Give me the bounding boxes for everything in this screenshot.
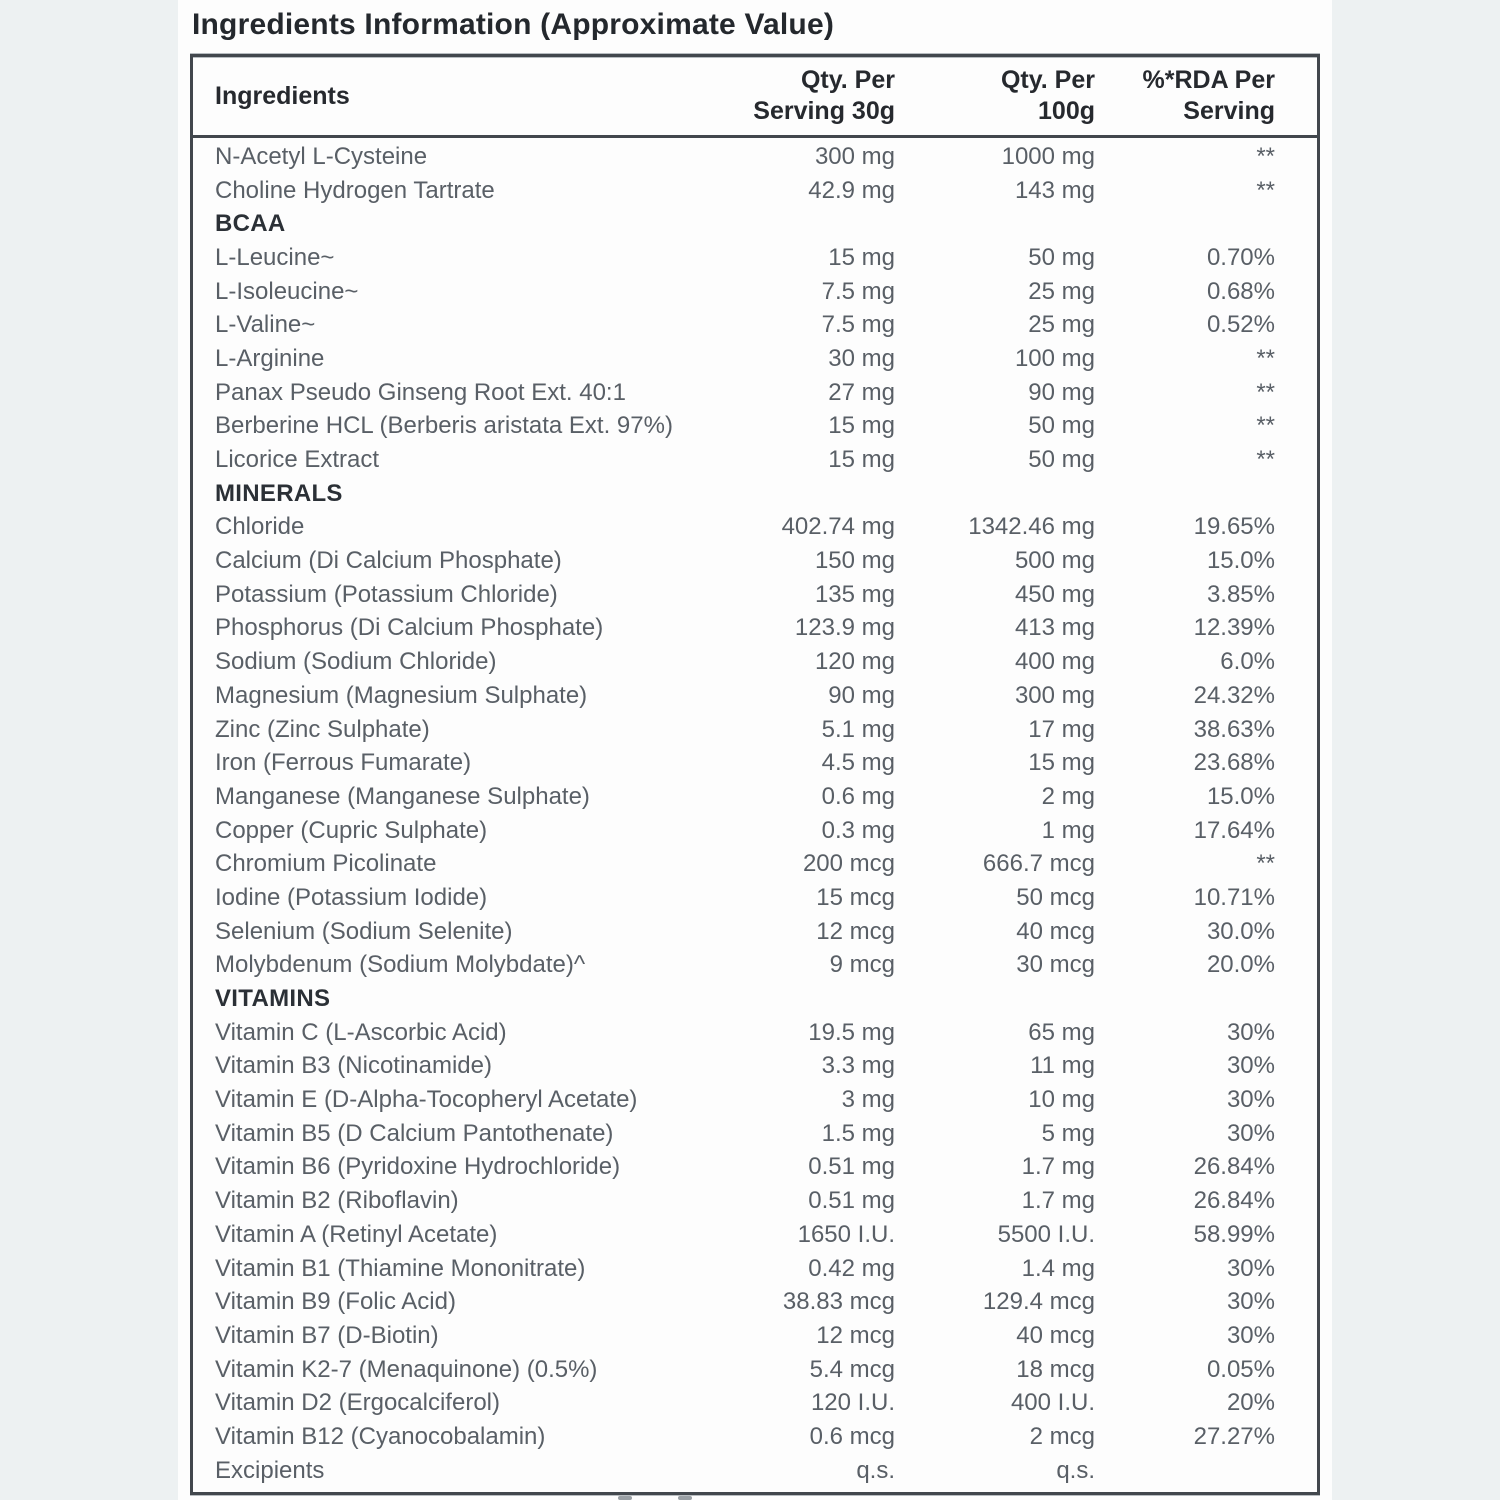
qty-per-100g-value: 30 mcg [1016,951,1095,979]
column-header-line: Serving [1183,97,1275,125]
rda-per-serving-value: 58.99% [1193,1220,1275,1248]
column-header-rda-per-serving [1095,65,1275,127]
qty-per-100g-value: 400 mg [1014,648,1095,676]
table-row [215,746,1275,780]
rda-per-serving-value: 30% [1226,1086,1275,1114]
qty-per-100g-value: 90 mg [1028,378,1095,406]
qty-per-serving-value: 123.9 mg [794,614,895,642]
rda-per-serving-value: ** [1256,176,1275,204]
qty-per-100g-value: 5500 I.U. [997,1220,1095,1248]
rda-per-serving-value: 19.65% [1193,513,1275,541]
qty-per-serving-value: 135 mg [814,580,895,608]
ingredient-name: Berberine HCL (Berberis aristata Ext. 97%) [215,412,673,440]
qty-per-100g-value: 100 mg [1014,344,1095,372]
ingredient-name: N-Acetyl L-Cysteine [215,142,428,170]
qty-per-serving-value: 4.5 mg [821,749,895,777]
qty-per-100g-value: 40 mcg [1016,917,1095,945]
section-row [215,477,1275,511]
table-row [215,1050,1275,1084]
qty-per-serving-value: 27 mg [828,378,895,406]
ingredient-name: Selenium (Sodium Selenite) [215,917,513,945]
ingredient-name: Vitamin K2-7 (Menaquinone) (0.5%) [215,1355,598,1383]
rda-per-serving-value: 26.84% [1193,1153,1275,1181]
ingredients-table [190,54,1320,1495]
ingredient-name: Calcium (Di Calcium Phosphate) [215,547,562,575]
qty-per-serving-value: 19.5 mg [808,1018,895,1046]
rda-per-serving-value: 0.68% [1206,277,1275,305]
table-body [193,138,1317,1492]
qty-per-serving-value: 90 mg [828,681,895,709]
column-header-qty-per-100g [895,65,1095,127]
qty-per-100g-value: 5 mg [1041,1119,1095,1147]
qty-per-serving-value: 0.6 mcg [809,1422,895,1450]
rda-per-serving-value: ** [1256,412,1275,440]
table-row [215,645,1275,679]
qty-per-serving-value: 15 mg [828,243,895,271]
table-row [215,1252,1275,1286]
ingredient-name: L-Leucine~ [215,243,335,271]
qty-per-100g-value: 18 mcg [1016,1355,1095,1383]
qty-per-serving-value: q.s. [856,1456,895,1484]
table-row [215,1386,1275,1420]
rda-per-serving-value: 15.0% [1206,782,1275,810]
qty-per-100g-value: 15 mg [1028,749,1095,777]
ingredient-name: Vitamin B7 (D-Biotin) [215,1321,439,1349]
table-row [215,713,1275,747]
ingredient-name: Phosphorus (Di Calcium Phosphate) [215,614,604,642]
qty-per-100g-value: 50 mg [1028,412,1095,440]
column-header-line: 100g [1038,97,1095,125]
table-row [215,308,1275,342]
cutoff-text-fragment [618,1496,708,1500]
column-header-line: Qty. Per [1000,66,1095,94]
rda-per-serving-value: 12.39% [1193,614,1275,642]
qty-per-100g-value: 129.4 mcg [982,1288,1095,1316]
table-row [215,612,1275,646]
qty-per-serving-value: 7.5 mg [821,311,895,339]
rda-per-serving-value: ** [1256,142,1275,170]
ingredient-name: Magnesium (Magnesium Sulphate) [215,681,588,709]
rda-per-serving-value: 0.05% [1206,1355,1275,1383]
table-row [215,1184,1275,1218]
rda-per-serving-value: 17.64% [1193,816,1275,844]
ingredient-name: Copper (Cupric Sulphate) [215,816,488,844]
qty-per-100g-value: 413 mg [1014,614,1095,642]
ingredient-name: Vitamin B5 (D Calcium Pantothenate) [215,1119,614,1147]
column-header-line: Serving 30g [753,97,895,125]
table-row [215,1016,1275,1050]
qty-per-100g-value: 25 mg [1028,277,1095,305]
ingredient-name: Vitamin B12 (Cyanocobalamin) [215,1422,546,1450]
qty-per-serving-value: 3.3 mg [821,1052,895,1080]
qty-per-serving-value: 7.5 mg [821,277,895,305]
qty-per-serving-value: 42.9 mg [808,176,895,204]
rda-per-serving-value: 10.71% [1193,883,1275,911]
qty-per-100g-value: 50 mg [1028,243,1095,271]
qty-per-100g-value: 1000 mg [1001,142,1095,170]
table-row [215,1285,1275,1319]
rda-per-serving-value: 20.0% [1206,951,1275,979]
table-row [215,544,1275,578]
qty-per-100g-value: q.s. [1056,1456,1095,1484]
qty-per-serving-value: 12 mcg [816,1321,895,1349]
ingredient-name: Vitamin D2 (Ergocalciferol) [215,1389,500,1417]
qty-per-serving-value: 15 mcg [816,883,895,911]
ingredient-name: L-Valine~ [215,311,316,339]
rda-per-serving-value: 30% [1226,1254,1275,1282]
qty-per-serving-value: 38.83 mcg [782,1288,895,1316]
ingredient-name: Panax Pseudo Ginseng Root Ext. 40:1 [215,378,626,406]
table-row [215,1319,1275,1353]
qty-per-serving-value: 1650 I.U. [797,1220,895,1248]
qty-per-100g-value: 400 I.U. [1010,1389,1095,1417]
rda-per-serving-value: 27.27% [1193,1422,1275,1450]
ingredient-name: Iodine (Potassium Iodide) [215,883,488,911]
qty-per-100g-value: 65 mg [1028,1018,1095,1046]
qty-per-100g-value: 1.7 mg [1021,1187,1095,1215]
ingredient-name: Vitamin B1 (Thiamine Mononitrate) [215,1254,586,1282]
ingredient-name: BCAA [215,210,286,238]
qty-per-100g-value: 25 mg [1028,311,1095,339]
rda-per-serving-value: 30% [1226,1321,1275,1349]
table-row [215,342,1275,376]
rda-per-serving-value: 0.52% [1206,311,1275,339]
rda-per-serving-value: 0.70% [1206,243,1275,271]
column-header-qty-per-serving [725,65,895,127]
table-row [215,949,1275,983]
rda-per-serving-value: 26.84% [1193,1187,1275,1215]
table-header-row [193,57,1317,138]
ingredient-name: Vitamin B2 (Riboflavin) [215,1187,459,1215]
qty-per-100g-value: 50 mcg [1016,883,1095,911]
ingredient-name: VITAMINS [215,985,331,1013]
qty-per-100g-value: 11 mg [1030,1052,1095,1080]
ingredient-name: Sodium (Sodium Chloride) [215,648,497,676]
table-row [215,443,1275,477]
qty-per-100g-value: 1 mg [1041,816,1095,844]
ingredient-name: Iron (Ferrous Fumarate) [215,749,472,777]
qty-per-serving-value: 0.6 mg [821,782,895,810]
qty-per-100g-value: 666.7 mcg [982,850,1095,878]
table-row [215,881,1275,915]
qty-per-serving-value: 200 mcg [802,850,895,878]
qty-per-serving-value: 30 mg [828,344,895,372]
table-row [215,376,1275,410]
rda-per-serving-value: 15.0% [1206,547,1275,575]
column-header-ingredients: Ingredients [215,81,350,110]
qty-per-100g-value: 50 mg [1028,446,1095,474]
table-row [215,847,1275,881]
qty-per-100g-value: 450 mg [1014,580,1095,608]
ingredient-name: Molybdenum (Sodium Molybdate)^ [215,951,586,979]
rda-per-serving-value: 6.0% [1220,648,1275,676]
ingredient-name: Zinc (Zinc Sulphate) [215,715,430,743]
column-header-line: %*RDA Per [1142,66,1275,94]
table-row [215,511,1275,545]
rda-per-serving-value: ** [1256,344,1275,372]
ingredient-name: Vitamin E (D-Alpha-Tocopheryl Acetate) [215,1086,638,1114]
qty-per-100g-value: 2 mg [1041,782,1095,810]
rda-per-serving-value: 30% [1226,1052,1275,1080]
table-row [215,275,1275,309]
rda-per-serving-value: 38.63% [1193,715,1275,743]
table-row [215,814,1275,848]
qty-per-100g-value: 2 mcg [1029,1422,1095,1450]
ingredient-name: Vitamin C (L-Ascorbic Acid) [215,1018,507,1046]
qty-per-serving-value: 0.51 mg [808,1187,895,1215]
rda-per-serving-value: 20% [1226,1389,1275,1417]
qty-per-100g-value: 10 mg [1028,1086,1095,1114]
table-row [215,679,1275,713]
qty-per-100g-value: 1.7 mg [1021,1153,1095,1181]
ingredient-name: Chloride [215,513,305,541]
section-row [215,982,1275,1016]
qty-per-serving-value: 0.42 mg [808,1254,895,1282]
ingredient-name: L-Arginine [215,344,325,372]
qty-per-serving-value: 0.3 mg [821,816,895,844]
table-row [215,780,1275,814]
table-row [215,1420,1275,1454]
table-row [215,241,1275,275]
qty-per-serving-value: 1.5 mg [821,1119,895,1147]
ingredient-name: Excipients [215,1456,325,1484]
qty-per-serving-value: 15 mg [828,446,895,474]
qty-per-serving-value: 0.51 mg [808,1153,895,1181]
ingredient-name: MINERALS [215,479,343,507]
section-row [215,207,1275,241]
qty-per-serving-value: 150 mg [814,547,895,575]
qty-per-serving-value: 15 mg [828,412,895,440]
qty-per-100g-value: 143 mg [1014,176,1095,204]
rda-per-serving-value: 30% [1226,1288,1275,1316]
qty-per-serving-value: 9 mcg [829,951,895,979]
ingredient-name: Vitamin B3 (Nicotinamide) [215,1052,492,1080]
qty-per-serving-value: 120 mg [814,648,895,676]
table-row [215,1151,1275,1185]
qty-per-serving-value: 5.4 mcg [809,1355,895,1383]
table-row [215,915,1275,949]
rda-per-serving-value: 23.68% [1193,749,1275,777]
column-header-line: Qty. Per [800,66,895,94]
qty-per-serving-value: 120 I.U. [810,1389,895,1417]
qty-per-serving-value: 300 mg [814,142,895,170]
table-row [215,1117,1275,1151]
table-row [215,578,1275,612]
rda-per-serving-value: ** [1256,378,1275,406]
ingredient-name: Vitamin B9 (Folic Acid) [215,1288,456,1316]
ingredient-name: Vitamin A (Retinyl Acetate) [215,1220,498,1248]
ingredient-name: Chromium Picolinate [215,850,437,878]
ingredient-name: L-Isoleucine~ [215,277,359,305]
table-row [215,1218,1275,1252]
table-row [215,1454,1275,1488]
rda-per-serving-value: 30% [1226,1119,1275,1147]
rda-per-serving-value: 24.32% [1193,681,1275,709]
table-row [215,140,1275,174]
qty-per-100g-value: 1342.46 mg [968,513,1095,541]
ingredient-name: Manganese (Manganese Sulphate) [215,782,590,810]
qty-per-serving-value: 3 mg [841,1086,895,1114]
qty-per-serving-value: 402.74 mg [781,513,895,541]
rda-per-serving-value: 30% [1226,1018,1275,1046]
table-row [215,1083,1275,1117]
label-content-panel [178,0,1332,1500]
qty-per-100g-value: 17 mg [1028,715,1095,743]
rda-per-serving-value: ** [1256,850,1275,878]
page-title: Ingredients Information (Approximate Value) [192,8,835,41]
qty-per-serving-value: 5.1 mg [821,715,895,743]
ingredient-name: Vitamin B6 (Pyridoxine Hydrochloride) [215,1153,621,1181]
qty-per-100g-value: 40 mcg [1016,1321,1095,1349]
rda-per-serving-value: 3.85% [1206,580,1275,608]
qty-per-100g-value: 500 mg [1014,547,1095,575]
ingredient-name: Licorice Extract [215,446,380,474]
qty-per-100g-value: 1.4 mg [1021,1254,1095,1282]
table-row [215,1353,1275,1387]
qty-per-serving-value: 12 mcg [816,917,895,945]
qty-per-100g-value: 300 mg [1014,681,1095,709]
rda-per-serving-value: 30.0% [1206,917,1275,945]
ingredient-name: Potassium (Potassium Chloride) [215,580,558,608]
ingredient-name: Choline Hydrogen Tartrate [215,176,495,204]
table-row [215,410,1275,444]
table-row [215,174,1275,208]
rda-per-serving-value: ** [1256,446,1275,474]
